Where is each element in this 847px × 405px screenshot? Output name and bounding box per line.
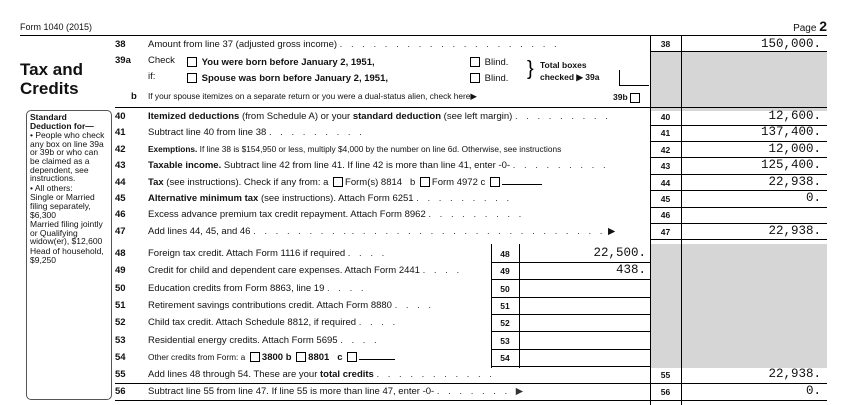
line-text: Credit for child and dependent care expenses. Attach Form 2441 . . . . bbox=[148, 265, 463, 277]
rule-h-39 bbox=[115, 107, 827, 108]
you-born bbox=[185, 57, 375, 68]
std-p4: Married filing jointly or Qualifying widow(er), $12,600 bbox=[30, 219, 103, 247]
page-num: 2 bbox=[819, 18, 827, 34]
line-num: 55 bbox=[115, 369, 126, 380]
rule-h-56 bbox=[115, 400, 827, 401]
line-49 bbox=[115, 265, 485, 277]
brace: } bbox=[527, 58, 534, 80]
line-num: 42 bbox=[115, 143, 126, 155]
line-46 bbox=[115, 209, 827, 221]
std-p3: Single or Married filing separately, $6,300 bbox=[30, 192, 95, 220]
rule-h-47 bbox=[650, 239, 827, 240]
line-39a-text bbox=[148, 55, 175, 66]
line-num: 53 bbox=[115, 334, 126, 346]
line-text-bold: Tax bbox=[148, 176, 164, 188]
line-52 bbox=[115, 317, 485, 329]
line-48 bbox=[115, 248, 485, 260]
line-num: 47 bbox=[115, 225, 126, 237]
line-text-bold2: standard deduction bbox=[352, 111, 442, 122]
form-4972-checkbox[interactable] bbox=[420, 177, 430, 187]
line-text-bold: Itemized deductions bbox=[148, 111, 240, 122]
line-num: 48 bbox=[115, 248, 126, 259]
line-text-main: (from Schedule A) or your bbox=[239, 111, 353, 122]
rule-h-50 bbox=[491, 297, 650, 298]
line-55-text-b: total credits bbox=[320, 369, 374, 380]
line-55-text: Add lines 48 through 54. These are your total credits . . . . . . . . . . . bbox=[148, 369, 495, 380]
page-number bbox=[793, 18, 827, 34]
rule-h-45 bbox=[650, 207, 827, 208]
line-num: 45 bbox=[115, 193, 126, 204]
line-text-main: Foreign tax credit. Attach Form 1116 if required bbox=[148, 248, 346, 259]
line-num: b bbox=[131, 91, 137, 102]
b-label: b bbox=[409, 176, 416, 188]
line-text-main: Credit for child and dependent care expenses. Attach Form 2441 bbox=[148, 265, 420, 277]
line-text: Taxable income. Subtract line 42 from line 41. If line 42 is more than line 41, enter -0- . . . . . . . . . bbox=[148, 160, 609, 172]
spouse-born bbox=[185, 73, 388, 84]
other-54c-input[interactable] bbox=[359, 359, 395, 360]
amount-47[interactable]: 22,938. bbox=[768, 223, 821, 238]
ref-49: 49 bbox=[500, 266, 510, 277]
you-blind bbox=[468, 57, 508, 68]
line-54 bbox=[115, 352, 485, 364]
line-text-main: (see instructions). Attach Form 6251 bbox=[258, 193, 414, 204]
total-boxes-label: Total boxes bbox=[540, 60, 587, 70]
ref-46: 46 bbox=[660, 210, 671, 221]
std-p5: Head of household, $9,250 bbox=[30, 245, 104, 265]
form-3800-checkbox[interactable] bbox=[250, 352, 260, 362]
ref-51: 51 bbox=[500, 300, 510, 311]
page-word: Page bbox=[793, 23, 817, 34]
line-num: 46 bbox=[115, 209, 126, 221]
amount-41[interactable]: 137,400. bbox=[760, 125, 821, 140]
ref-39b bbox=[613, 92, 642, 103]
line-56-text-a: Subtract line 55 from line 47. If line 55 is more than line 47, enter -0- bbox=[148, 386, 435, 397]
amount-42[interactable]: 12,000. bbox=[768, 141, 821, 156]
line-38-text: Amount from line 37 (adjusted gross income) bbox=[148, 39, 338, 50]
line-num: 49 bbox=[115, 265, 126, 277]
line-text: Education credits from Form 8863, line 19 . . . . bbox=[148, 282, 367, 294]
form-8814-checkbox[interactable] bbox=[333, 177, 343, 187]
line-text-main: Education credits from Form 8863, line 19 bbox=[148, 282, 325, 294]
std-p1: • People who check any box on line 39a or 39b or who can be claimed as a dependent, see instructions. bbox=[30, 130, 105, 184]
line-text: Foreign tax credit. Attach Form 1116 if required . . . . bbox=[148, 248, 388, 259]
amount-44[interactable]: 22,938. bbox=[768, 174, 821, 189]
std-title: Standard Deduction for— bbox=[30, 112, 94, 131]
line-text: Residential energy credits. Attach Form 5695 . . . . bbox=[148, 334, 380, 346]
amount-38[interactable]: 150,000. bbox=[760, 37, 821, 51]
line-num: 56 bbox=[115, 386, 126, 397]
ref-38: 38 bbox=[660, 39, 671, 49]
total-boxes bbox=[540, 59, 599, 83]
ref-42: 42 bbox=[660, 144, 671, 155]
line-text-bold: Exemptions. bbox=[148, 143, 198, 154]
ref-39b-label: 39b bbox=[613, 92, 628, 102]
form-8801-checkbox[interactable] bbox=[296, 352, 306, 362]
ref-55: 55 bbox=[660, 370, 671, 380]
line-num: 50 bbox=[115, 282, 126, 294]
form-3800-label: 3800 bbox=[261, 351, 284, 363]
line-text-3: (see left margin) bbox=[441, 111, 513, 122]
line-text-main: Other credits from Form: a bbox=[148, 351, 246, 362]
shade-48-ref bbox=[650, 244, 681, 368]
rule-h-51 bbox=[491, 314, 650, 315]
line-51 bbox=[115, 300, 485, 312]
you-blind-label: Blind. bbox=[484, 57, 509, 68]
line-text-main: Excess advance premium tax credit repayment. Attach Form 8962 bbox=[148, 209, 426, 221]
amount-40[interactable]: 12,600. bbox=[768, 109, 821, 123]
line-num: 51 bbox=[115, 299, 126, 311]
line-50 bbox=[115, 283, 485, 295]
line-num: 40 bbox=[115, 111, 126, 122]
ref-53: 53 bbox=[500, 335, 510, 346]
line-text bbox=[148, 177, 542, 188]
ref-44: 44 bbox=[660, 177, 671, 188]
line-num: 52 bbox=[115, 317, 126, 329]
amount-49[interactable]: 438. bbox=[615, 263, 646, 278]
line-num: 54 bbox=[115, 351, 126, 363]
shade-48-amt bbox=[681, 244, 827, 368]
section-title: Tax and Credits bbox=[20, 60, 83, 98]
line-num: 39a bbox=[115, 55, 131, 66]
standard-deduction-box bbox=[26, 110, 112, 400]
line-text-bold: Alternative minimum tax bbox=[148, 193, 259, 204]
line-text: Excess advance premium tax credit repayment. Attach Form 8962 . . . . . . . . . bbox=[148, 209, 525, 221]
rule-h-49 bbox=[491, 279, 650, 280]
you-born-label: You were born before January 2, 1951, bbox=[201, 57, 375, 68]
line-text-main: (see instructions). Check if any from: a bbox=[163, 176, 329, 188]
line-text-main: Residential energy credits. Attach Form 5695 bbox=[148, 334, 338, 346]
rule-h-54 bbox=[491, 366, 650, 367]
c-label: c bbox=[337, 351, 343, 363]
line-text: Child tax credit. Attach Schedule 8812, if required . . . . bbox=[148, 317, 399, 329]
line-text: Subtract line 40 from line 38 . . . . . . . . . bbox=[148, 127, 365, 139]
line-text: Alternative minimum tax (see instructions). Attach Form 6251 . . . . . . . . . bbox=[148, 193, 513, 204]
spouse-born-label: Spouse was born before January 2, 1951, bbox=[201, 73, 389, 84]
line-text-main: If line 38 is $154,950 or less, multiply $4,000 by the number on line 6d. Otherwise, see instructions bbox=[197, 143, 562, 154]
b-label: b bbox=[285, 351, 292, 363]
spouse-blind-label: Blind. bbox=[484, 73, 509, 84]
form-header bbox=[20, 14, 827, 36]
line-text: Itemized deductions (from Schedule A) or your standard deduction (see left margin) . . . . . . . . . bbox=[148, 111, 611, 122]
line-39b-text: If your spouse itemizes on a separate return or you were a dual-status alien, check here▶ bbox=[148, 91, 477, 101]
ref-40: 40 bbox=[660, 112, 671, 122]
other-54c-checkbox[interactable] bbox=[347, 352, 357, 362]
line-text: Retirement savings contributions credit. Attach Form 8880 . . . . bbox=[148, 299, 435, 311]
line-39b bbox=[115, 91, 827, 103]
line-text-main: Subtract line 42 from line 41. If line 42 is more than line 41, enter -0- bbox=[221, 160, 511, 172]
line-num: 43 bbox=[115, 160, 126, 172]
spouse-blind bbox=[468, 73, 508, 84]
line-text: Add lines 44, 45, and 46 . . . . . . . . . . . . . . . . . . . . . . . . . . . . . . . . ▶ bbox=[148, 225, 616, 237]
line-text bbox=[148, 144, 561, 154]
form-id: Form 1040 (2015) bbox=[20, 22, 93, 32]
line-53 bbox=[115, 335, 485, 347]
line-text-main: Retirement savings contributions credit. Attach Form 8880 bbox=[148, 299, 392, 311]
line-39b-checkbox[interactable] bbox=[630, 93, 640, 103]
line-text-main: Add lines 44, 45, and 46 bbox=[148, 225, 251, 237]
amount-56[interactable]: 0. bbox=[805, 384, 821, 398]
line-text-main: Subtract line 40 from line 38 bbox=[148, 127, 267, 139]
other-c-checkbox[interactable] bbox=[490, 177, 500, 187]
line-text-main: Child tax credit. Attach Schedule 8812, if required bbox=[148, 317, 357, 329]
you-born-checkbox[interactable] bbox=[187, 57, 197, 67]
amount-43[interactable]: 125,400. bbox=[760, 158, 821, 173]
ref-54: 54 bbox=[500, 352, 510, 363]
line-text: Amount from line 37 (adjusted gross income) . . . . . . . . . . . . . . . . . . . . bbox=[148, 39, 560, 50]
amount-45[interactable]: 0. bbox=[805, 191, 821, 205]
line-num: 41 bbox=[115, 127, 126, 139]
line-num: 38 bbox=[115, 39, 126, 50]
line-text-bold: Taxable income. bbox=[148, 160, 222, 172]
rule-h-52 bbox=[491, 331, 650, 332]
std-p2: • All others: bbox=[30, 182, 73, 193]
total-boxes-input[interactable] bbox=[619, 70, 649, 86]
amount-48[interactable]: 22,500. bbox=[593, 246, 646, 260]
ref-45: 45 bbox=[660, 194, 671, 204]
line-56-text: Subtract line 55 from line 47. If line 55 is more than line 47, enter -0- . . . . . . . ▶ bbox=[148, 386, 527, 397]
ref-56: 56 bbox=[660, 387, 671, 397]
ref-41: 41 bbox=[660, 128, 671, 139]
rule-h-38 bbox=[650, 51, 827, 52]
amount-55[interactable]: 22,938. bbox=[768, 367, 821, 381]
ref-52: 52 bbox=[500, 318, 510, 329]
you-blind-checkbox[interactable] bbox=[470, 57, 480, 67]
ref-48: 48 bbox=[500, 249, 510, 259]
spouse-blind-checkbox[interactable] bbox=[470, 73, 480, 83]
form-8801-label: 8801 bbox=[308, 351, 330, 363]
check-label: Check bbox=[148, 55, 175, 66]
checked-label: checked ▶ 39a bbox=[540, 72, 600, 82]
ref-43: 43 bbox=[660, 161, 671, 172]
line-55-text-a: Add lines 48 through 54. These are your bbox=[148, 369, 320, 380]
line-num: 44 bbox=[115, 176, 126, 188]
ref-50: 50 bbox=[500, 283, 510, 294]
if-label: if: bbox=[148, 71, 156, 82]
spouse-born-checkbox[interactable] bbox=[187, 73, 197, 83]
rule-h-53 bbox=[491, 349, 650, 350]
line-text bbox=[148, 352, 395, 363]
form-8814-label: Form(s) 8814 bbox=[345, 176, 403, 188]
form-4972-label: Form 4972 bbox=[431, 176, 478, 188]
c-label: c bbox=[480, 176, 486, 188]
ref-47: 47 bbox=[660, 226, 671, 237]
other-c-input[interactable] bbox=[502, 184, 542, 185]
